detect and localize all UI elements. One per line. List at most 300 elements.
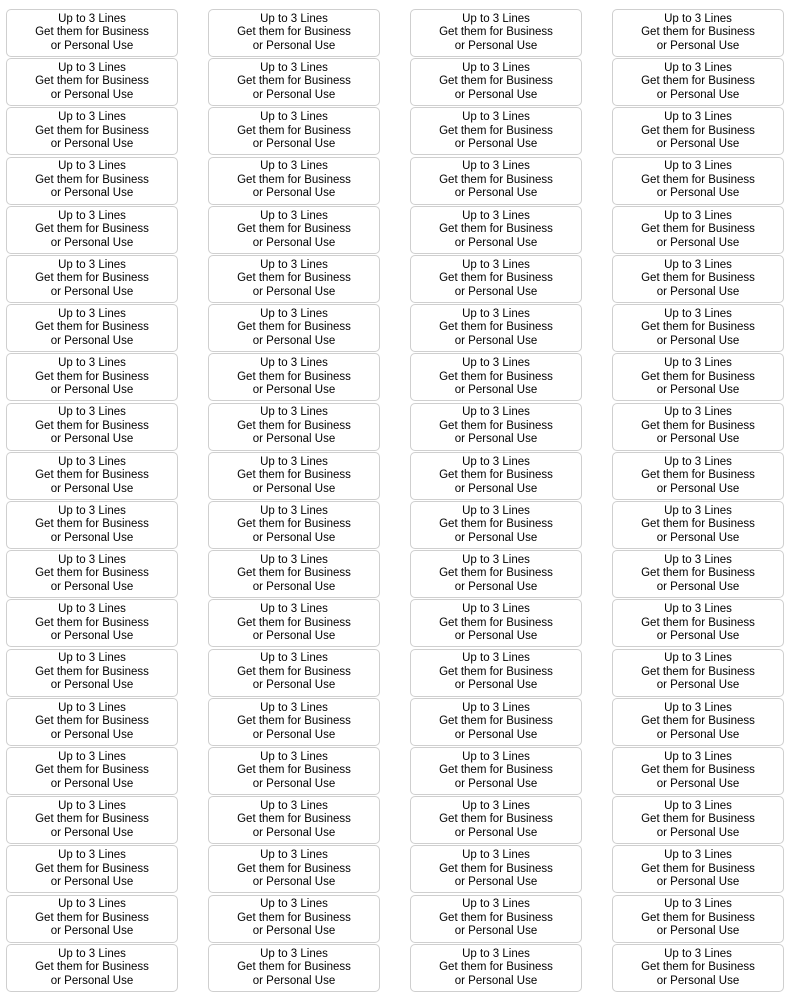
label-line-2: Get them for Business [641, 272, 755, 285]
address-label [6, 58, 178, 106]
address-label [410, 353, 582, 401]
label-line-1: Up to 3 Lines [462, 406, 530, 419]
label-line-1: Up to 3 Lines [260, 652, 328, 665]
address-label [6, 599, 178, 647]
label-line-1: Up to 3 Lines [58, 160, 126, 173]
address-label [208, 206, 380, 254]
label-line-3: or Personal Use [656, 39, 740, 52]
address-label [6, 796, 178, 844]
label-line-1: Up to 3 Lines [462, 209, 530, 222]
label-line-3: or Personal Use [656, 88, 740, 101]
label-line-2: Get them for Business [35, 813, 149, 826]
label-line-3: or Personal Use [50, 138, 134, 151]
label-line-3: or Personal Use [50, 974, 134, 987]
address-label [410, 157, 582, 205]
label-line-3: or Personal Use [454, 630, 538, 643]
label-line-1: Up to 3 Lines [260, 308, 328, 321]
label-line-1: Up to 3 Lines [664, 504, 732, 517]
address-label [410, 58, 582, 106]
label-line-1: Up to 3 Lines [58, 898, 126, 911]
label-line-2: Get them for Business [35, 665, 149, 678]
label-line-2: Get them for Business [439, 961, 553, 974]
label-line-2: Get them for Business [35, 419, 149, 432]
label-line-2: Get them for Business [439, 616, 553, 629]
address-label [612, 747, 784, 795]
address-label [208, 353, 380, 401]
label-line-1: Up to 3 Lines [260, 800, 328, 813]
label-line-1: Up to 3 Lines [462, 800, 530, 813]
label-line-1: Up to 3 Lines [58, 111, 126, 124]
address-label [208, 895, 380, 943]
address-label [6, 944, 178, 992]
label-line-1: Up to 3 Lines [260, 160, 328, 173]
label-line-1: Up to 3 Lines [664, 160, 732, 173]
address-label [410, 206, 582, 254]
label-line-2: Get them for Business [35, 321, 149, 334]
address-label [612, 452, 784, 500]
label-line-1: Up to 3 Lines [260, 357, 328, 370]
label-line-3: or Personal Use [656, 236, 740, 249]
label-line-1: Up to 3 Lines [260, 504, 328, 517]
label-line-2: Get them for Business [641, 518, 755, 531]
label-line-2: Get them for Business [641, 173, 755, 186]
label-line-2: Get them for Business [439, 567, 553, 580]
label-line-3: or Personal Use [50, 334, 134, 347]
label-line-3: or Personal Use [454, 39, 538, 52]
label-line-2: Get them for Business [35, 173, 149, 186]
label-line-1: Up to 3 Lines [58, 504, 126, 517]
label-line-1: Up to 3 Lines [664, 750, 732, 763]
label-line-1: Up to 3 Lines [260, 603, 328, 616]
address-label [612, 9, 784, 57]
address-label [6, 452, 178, 500]
label-line-1: Up to 3 Lines [260, 62, 328, 75]
label-line-3: or Personal Use [656, 826, 740, 839]
label-line-2: Get them for Business [641, 469, 755, 482]
address-label [6, 206, 178, 254]
label-line-2: Get them for Business [641, 124, 755, 137]
label-line-2: Get them for Business [439, 469, 553, 482]
address-label [208, 698, 380, 746]
label-line-1: Up to 3 Lines [664, 406, 732, 419]
label-line-2: Get them for Business [35, 715, 149, 728]
label-line-3: or Personal Use [454, 728, 538, 741]
label-line-2: Get them for Business [439, 764, 553, 777]
label-line-3: or Personal Use [252, 334, 336, 347]
label-line-1: Up to 3 Lines [260, 455, 328, 468]
label-line-3: or Personal Use [656, 334, 740, 347]
address-label [612, 206, 784, 254]
label-line-2: Get them for Business [439, 272, 553, 285]
label-line-3: or Personal Use [252, 433, 336, 446]
label-line-1: Up to 3 Lines [58, 800, 126, 813]
address-label [208, 157, 380, 205]
address-label [6, 747, 178, 795]
label-line-2: Get them for Business [439, 862, 553, 875]
label-line-2: Get them for Business [237, 321, 351, 334]
address-label [410, 107, 582, 155]
label-line-3: or Personal Use [656, 728, 740, 741]
label-line-2: Get them for Business [237, 469, 351, 482]
label-line-3: or Personal Use [656, 285, 740, 298]
label-line-2: Get them for Business [439, 665, 553, 678]
label-line-1: Up to 3 Lines [462, 849, 530, 862]
label-line-2: Get them for Business [439, 223, 553, 236]
label-line-2: Get them for Business [439, 911, 553, 924]
address-label [6, 255, 178, 303]
label-line-1: Up to 3 Lines [58, 209, 126, 222]
address-label [208, 9, 380, 57]
label-line-3: or Personal Use [454, 384, 538, 397]
label-line-1: Up to 3 Lines [664, 800, 732, 813]
address-label [612, 403, 784, 451]
label-line-2: Get them for Business [439, 124, 553, 137]
address-label [208, 403, 380, 451]
label-line-1: Up to 3 Lines [664, 111, 732, 124]
label-line-3: or Personal Use [656, 777, 740, 790]
label-line-2: Get them for Business [641, 567, 755, 580]
label-line-1: Up to 3 Lines [260, 701, 328, 714]
address-label [208, 599, 380, 647]
address-label [410, 747, 582, 795]
label-line-1: Up to 3 Lines [664, 701, 732, 714]
label-line-2: Get them for Business [35, 911, 149, 924]
address-label [6, 9, 178, 57]
label-line-3: or Personal Use [50, 88, 134, 101]
label-line-2: Get them for Business [237, 616, 351, 629]
address-label [6, 845, 178, 893]
label-line-1: Up to 3 Lines [58, 750, 126, 763]
address-label [612, 698, 784, 746]
address-label [612, 845, 784, 893]
label-line-1: Up to 3 Lines [462, 62, 530, 75]
label-line-3: or Personal Use [252, 187, 336, 200]
address-label [410, 452, 582, 500]
address-label [612, 304, 784, 352]
label-line-3: or Personal Use [50, 580, 134, 593]
label-line-3: or Personal Use [656, 482, 740, 495]
label-line-3: or Personal Use [454, 974, 538, 987]
address-label [208, 501, 380, 549]
address-label [612, 501, 784, 549]
label-line-1: Up to 3 Lines [462, 504, 530, 517]
label-line-3: or Personal Use [252, 384, 336, 397]
label-line-1: Up to 3 Lines [664, 554, 732, 567]
label-line-3: or Personal Use [50, 384, 134, 397]
address-label [410, 599, 582, 647]
address-label [6, 107, 178, 155]
label-line-1: Up to 3 Lines [58, 652, 126, 665]
label-line-3: or Personal Use [454, 531, 538, 544]
label-line-1: Up to 3 Lines [462, 308, 530, 321]
label-line-3: or Personal Use [50, 679, 134, 692]
label-line-3: or Personal Use [656, 925, 740, 938]
label-line-2: Get them for Business [237, 518, 351, 531]
label-line-1: Up to 3 Lines [664, 849, 732, 862]
label-line-1: Up to 3 Lines [58, 947, 126, 960]
label-line-1: Up to 3 Lines [664, 652, 732, 665]
label-line-1: Up to 3 Lines [664, 947, 732, 960]
label-line-1: Up to 3 Lines [664, 603, 732, 616]
label-line-3: or Personal Use [454, 433, 538, 446]
label-line-2: Get them for Business [237, 370, 351, 383]
label-line-3: or Personal Use [454, 826, 538, 839]
label-line-2: Get them for Business [439, 715, 553, 728]
label-line-2: Get them for Business [35, 567, 149, 580]
label-line-1: Up to 3 Lines [462, 701, 530, 714]
label-line-1: Up to 3 Lines [462, 947, 530, 960]
label-line-3: or Personal Use [252, 482, 336, 495]
address-label [410, 796, 582, 844]
label-line-2: Get them for Business [641, 419, 755, 432]
label-line-2: Get them for Business [641, 665, 755, 678]
address-label [208, 550, 380, 598]
label-line-3: or Personal Use [50, 187, 134, 200]
label-line-2: Get them for Business [439, 518, 553, 531]
label-line-2: Get them for Business [237, 813, 351, 826]
label-line-2: Get them for Business [641, 911, 755, 924]
address-label [208, 452, 380, 500]
address-label [6, 403, 178, 451]
label-line-1: Up to 3 Lines [462, 111, 530, 124]
label-line-2: Get them for Business [641, 715, 755, 728]
address-label [410, 304, 582, 352]
label-line-3: or Personal Use [252, 531, 336, 544]
label-line-2: Get them for Business [35, 26, 149, 39]
label-line-3: or Personal Use [656, 433, 740, 446]
label-line-3: or Personal Use [656, 531, 740, 544]
label-line-1: Up to 3 Lines [664, 308, 732, 321]
label-line-3: or Personal Use [50, 39, 134, 52]
label-line-3: or Personal Use [252, 39, 336, 52]
label-line-1: Up to 3 Lines [260, 209, 328, 222]
address-label [612, 58, 784, 106]
label-line-2: Get them for Business [35, 75, 149, 88]
label-line-3: or Personal Use [50, 482, 134, 495]
label-line-2: Get them for Business [237, 75, 351, 88]
label-line-1: Up to 3 Lines [664, 898, 732, 911]
label-line-1: Up to 3 Lines [260, 898, 328, 911]
label-line-2: Get them for Business [35, 961, 149, 974]
label-line-2: Get them for Business [35, 616, 149, 629]
label-line-3: or Personal Use [252, 580, 336, 593]
label-line-1: Up to 3 Lines [260, 406, 328, 419]
label-line-2: Get them for Business [237, 124, 351, 137]
label-line-3: or Personal Use [252, 88, 336, 101]
label-line-3: or Personal Use [50, 728, 134, 741]
label-line-3: or Personal Use [656, 679, 740, 692]
address-label [6, 353, 178, 401]
label-line-2: Get them for Business [439, 75, 553, 88]
label-line-1: Up to 3 Lines [664, 258, 732, 271]
label-line-1: Up to 3 Lines [462, 603, 530, 616]
label-line-1: Up to 3 Lines [664, 455, 732, 468]
label-line-2: Get them for Business [35, 764, 149, 777]
label-line-1: Up to 3 Lines [260, 750, 328, 763]
label-line-1: Up to 3 Lines [58, 258, 126, 271]
label-line-2: Get them for Business [237, 567, 351, 580]
label-line-3: or Personal Use [454, 679, 538, 692]
label-line-3: or Personal Use [252, 138, 336, 151]
label-line-3: or Personal Use [454, 187, 538, 200]
label-line-2: Get them for Business [237, 862, 351, 875]
address-label [208, 58, 380, 106]
label-line-1: Up to 3 Lines [664, 62, 732, 75]
address-label [612, 255, 784, 303]
label-line-1: Up to 3 Lines [260, 554, 328, 567]
label-line-3: or Personal Use [50, 531, 134, 544]
address-label [612, 107, 784, 155]
label-line-2: Get them for Business [35, 518, 149, 531]
label-line-2: Get them for Business [35, 124, 149, 137]
label-line-2: Get them for Business [237, 223, 351, 236]
address-label [208, 255, 380, 303]
label-line-3: or Personal Use [50, 826, 134, 839]
address-label [410, 649, 582, 697]
label-line-1: Up to 3 Lines [58, 62, 126, 75]
address-label [6, 157, 178, 205]
label-line-2: Get them for Business [439, 370, 553, 383]
label-line-1: Up to 3 Lines [58, 12, 126, 25]
label-line-2: Get them for Business [35, 272, 149, 285]
label-line-1: Up to 3 Lines [462, 12, 530, 25]
address-label [410, 550, 582, 598]
address-label [612, 944, 784, 992]
label-line-3: or Personal Use [656, 580, 740, 593]
label-line-1: Up to 3 Lines [462, 357, 530, 370]
label-line-2: Get them for Business [35, 862, 149, 875]
label-line-2: Get them for Business [641, 961, 755, 974]
label-line-2: Get them for Business [237, 961, 351, 974]
label-line-3: or Personal Use [50, 630, 134, 643]
label-line-2: Get them for Business [439, 321, 553, 334]
label-line-3: or Personal Use [50, 925, 134, 938]
label-line-3: or Personal Use [454, 285, 538, 298]
label-line-3: or Personal Use [454, 580, 538, 593]
label-line-3: or Personal Use [656, 630, 740, 643]
address-label [410, 501, 582, 549]
label-line-1: Up to 3 Lines [462, 554, 530, 567]
address-label [410, 944, 582, 992]
address-label [6, 698, 178, 746]
label-line-1: Up to 3 Lines [462, 160, 530, 173]
address-label [6, 895, 178, 943]
label-line-1: Up to 3 Lines [58, 308, 126, 321]
address-label [208, 107, 380, 155]
address-label [6, 501, 178, 549]
label-line-2: Get them for Business [641, 370, 755, 383]
label-line-1: Up to 3 Lines [664, 357, 732, 370]
address-label [6, 304, 178, 352]
address-label [410, 403, 582, 451]
label-line-3: or Personal Use [656, 876, 740, 889]
label-line-3: or Personal Use [454, 777, 538, 790]
label-line-2: Get them for Business [237, 715, 351, 728]
label-line-2: Get them for Business [237, 419, 351, 432]
address-label [612, 599, 784, 647]
address-label [410, 9, 582, 57]
address-label [208, 304, 380, 352]
label-line-2: Get them for Business [237, 665, 351, 678]
label-line-3: or Personal Use [656, 974, 740, 987]
address-label [208, 796, 380, 844]
label-line-1: Up to 3 Lines [58, 701, 126, 714]
label-line-1: Up to 3 Lines [260, 849, 328, 862]
label-line-3: or Personal Use [252, 728, 336, 741]
label-line-3: or Personal Use [252, 679, 336, 692]
label-line-1: Up to 3 Lines [260, 258, 328, 271]
label-line-3: or Personal Use [454, 138, 538, 151]
label-line-1: Up to 3 Lines [260, 947, 328, 960]
address-label [612, 550, 784, 598]
label-line-2: Get them for Business [641, 764, 755, 777]
label-line-3: or Personal Use [454, 876, 538, 889]
label-line-3: or Personal Use [252, 777, 336, 790]
label-line-1: Up to 3 Lines [462, 652, 530, 665]
address-label [208, 747, 380, 795]
label-line-3: or Personal Use [252, 974, 336, 987]
label-line-1: Up to 3 Lines [58, 406, 126, 419]
label-line-2: Get them for Business [35, 223, 149, 236]
label-line-3: or Personal Use [252, 630, 336, 643]
label-line-3: or Personal Use [454, 334, 538, 347]
label-line-1: Up to 3 Lines [462, 455, 530, 468]
label-line-3: or Personal Use [50, 236, 134, 249]
label-line-2: Get them for Business [641, 862, 755, 875]
address-label [612, 895, 784, 943]
label-line-3: or Personal Use [656, 138, 740, 151]
label-line-2: Get them for Business [641, 26, 755, 39]
label-line-2: Get them for Business [35, 469, 149, 482]
address-label [208, 649, 380, 697]
label-line-2: Get them for Business [35, 370, 149, 383]
address-label [6, 649, 178, 697]
label-line-3: or Personal Use [252, 925, 336, 938]
label-line-1: Up to 3 Lines [462, 898, 530, 911]
label-line-3: or Personal Use [454, 236, 538, 249]
label-line-1: Up to 3 Lines [664, 12, 732, 25]
label-line-1: Up to 3 Lines [462, 258, 530, 271]
label-line-1: Up to 3 Lines [260, 12, 328, 25]
label-line-1: Up to 3 Lines [58, 849, 126, 862]
label-line-3: or Personal Use [454, 88, 538, 101]
address-label [612, 649, 784, 697]
label-line-2: Get them for Business [641, 223, 755, 236]
label-line-3: or Personal Use [656, 384, 740, 397]
label-line-2: Get them for Business [439, 26, 553, 39]
label-line-3: or Personal Use [252, 826, 336, 839]
label-line-2: Get them for Business [439, 173, 553, 186]
label-line-3: or Personal Use [252, 285, 336, 298]
address-label [410, 698, 582, 746]
address-label [208, 944, 380, 992]
label-line-3: or Personal Use [252, 876, 336, 889]
label-line-3: or Personal Use [50, 876, 134, 889]
label-line-3: or Personal Use [50, 433, 134, 446]
label-line-1: Up to 3 Lines [58, 357, 126, 370]
label-line-1: Up to 3 Lines [664, 209, 732, 222]
label-line-1: Up to 3 Lines [58, 455, 126, 468]
address-label [410, 255, 582, 303]
label-line-2: Get them for Business [641, 616, 755, 629]
label-line-1: Up to 3 Lines [462, 750, 530, 763]
label-line-3: or Personal Use [454, 925, 538, 938]
label-line-2: Get them for Business [237, 26, 351, 39]
address-label [612, 353, 784, 401]
label-line-3: or Personal Use [656, 187, 740, 200]
address-label [410, 895, 582, 943]
address-label [6, 550, 178, 598]
